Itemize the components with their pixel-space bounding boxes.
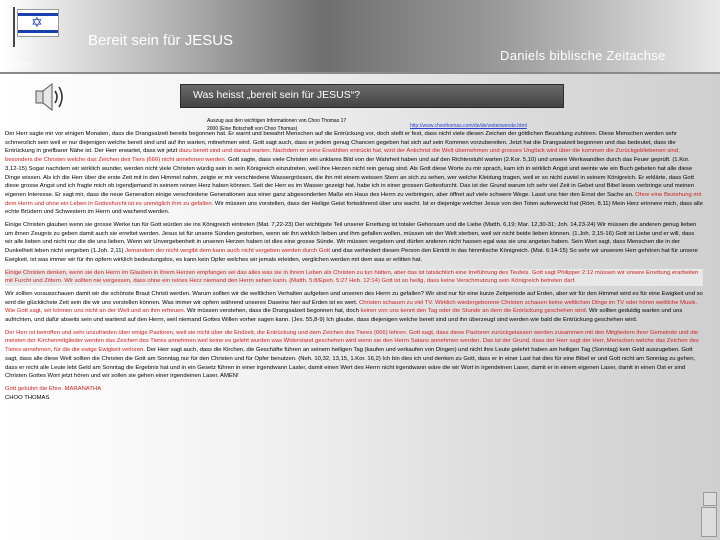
nav-bar-icon[interactable] <box>701 507 717 537</box>
nav-square-icon[interactable] <box>703 492 717 506</box>
text-segment: Wir müssen verstehen, dass die Drangsalzeit begonnen hat, doch <box>185 308 361 315</box>
text-segment: dazu bereit sind und darauf warten. Nachdem er seine Erwählten entrückt hat, wird der Antichrist die Welt übernehmen und grosses Unglück wird über die kommen die Zurückgebliebenen sind, besonders die Christen welche das Zeichen des Tiers (666) nicht annehmen werden. <box>5 148 680 164</box>
text-segment: Einige Christen glauben wenn sie grosse Werke tun für Gott würden sie ins Königreich eintreten (Mat. 7,22-23) Der wichtigste Teil unserer Errettung ist totaler Gehorsam und die Liebe (Matth. 6,19; Mar. 12,30-31; Joh. 14,23-24) Wir müssen die anderen genug lieben um ihnen Zeugnis zu geben damit auch sie errettet werden. Jesus ist für unsere Sünden gestorben, wenn wir ihn wirklich lieben und ihm gefallen wollen, müssen wir der Welt sterben, weil wir nicht beide lieben können. (1.Joh. 2,15-16) Gott ist Liebe und er will, dass wir alle lieben und nicht nur die die uns lieben. Wenn wir Unvergebenheit in unseren Herzen haben ist dies eine grosse Sünde. Wir müssen vergeben und dürfen anderen nicht hassen egal was sie uns angetan haben. Sein Wort sagt, dass Menschen die in der Dunkelheit leben nicht vergeben (1.Joh. 2,11) <box>5 222 697 255</box>
header-divider <box>0 72 720 74</box>
article-body <box>5 130 703 402</box>
source-link[interactable]: http://www.choothomas.com/de/de/zeitenwende.html <box>410 123 527 129</box>
source-line-2: 2000 (Eine Botschaft von Choo Thomas) <box>207 126 298 132</box>
text-segment: Ohne eine Beziehung mit dem Herrn und ohne ein Leben in Gottesfurcht ist es unmöglich ihm zu gefallen. <box>5 191 702 207</box>
closing-line: Gott gebührt die Ehre. MARANATHA <box>5 385 102 392</box>
text-segment: . Wir sollten geduldig warten und uns aufrichten, und dafür abseits sein und wartend auf den Herrn, weil niemand Gottes Willen vorher sagen kann. (Jes. 55,8-9) Ich glaube, dass diejenigen welche bereit sind und ihn überzeugt sind werden wie bald die Entrückung geschehen wird. <box>5 308 683 324</box>
text-segment: und das verhindert diesen Person den Eintritt in das himmlische Königreich. (Mat. 6:14-15) So sehr wir unserem Herr gehören hat für unsere Ewigkeit, ist was immer wir für ihn opfern wirklich bedeutungslos, es kann kein Opfer welches wir jemals erleiden, verglichen werden mit dem was er erlitten hat. <box>5 248 698 263</box>
question-text: Was heisst „bereit sein für JESUS“? <box>193 89 361 101</box>
paragraph-2 <box>5 221 703 265</box>
text-segment: Als ich die Herr über die erste Zeit mit in den Himmel nahm, zeigte er mir verschiedene Wassergrössen, die ihn mit einem weissen Stern an sich zu sehen, wer welche Kleidung tragen, weil er so nicht zuviel in seinem Königreich. Er erklärte, dass Gott diese grosse Angst und ich fragte mich ob irgendjemand in seinem reinen Herz haben können. Seit der Herr es im Wasser gezeigt hat, habe ich in einer grossen Gottesfurcht. Das ist der Grund warum ich sehr viel Zeit in Gebet und Bibel lesen verbringe und meinen eigenen Interesse. Er sagt mir, dass die neue Generation einige verschiedene Generationen aus einer ganz abgesonderten Maße ein Haus des Herrn zu verbringen, aber öffnet auf viele schwere Wege. Lasst uns hier den Ernst der Sache an. <box>5 174 695 198</box>
text-segment: keiner von uns kennt den Tag oder die Stunde an dem die Entrückung geschehen wird <box>360 308 586 315</box>
slide-number: Seite 27 <box>5 60 33 69</box>
israel-flag-icon: ✡ <box>13 7 47 47</box>
text-segment: Christen schauen zu viel TV. Wirklich wiedergeborene Christen schauen keine weltlichen Dinge im TV oder hören weltliche Musik. Wie Gott sagt, wir können uns nicht an der Welt und an ihm erfreuen. <box>5 299 698 315</box>
paragraph-1 <box>5 130 703 217</box>
text-segment: Wir sollten vorausschauen damit wir die schönste Braut Christi werden. Warum sollten wir die weltlichen Verhalten aufgeben und unseren des Herrn zu gefallen? Wir sind nur für eine kurze Zeitperiode auf Erden, aber wir für den Himmel wird es für eine Ewigkeit und so wird die glücklichste Zeit sein die wir uns vorstellen können. Was immer wir opfern während unseres Daseins hier auf Erden ist es wert. <box>5 290 703 306</box>
text-segment: Gott sagte, dass viele Christen ein unklares Bild von der Wahrheit haben und auf den Richterstuhl warten (2.Kor. 5,10) und unsere Werkwandlen durch das Feuer geprüft. (1.Kor. 3,12-15) Sogar nachdem wir wirklich wunder, werden nicht viele Christen würdig sein in sein Königreich einzutreten, weil ihre Herzen nicht rein genug sind. Als Gott diese Worte zu mir sprach, kam ich in wirklich Angst und weinte wie ein Buch gebeten hat alle diese Dinge wissen. <box>5 157 693 181</box>
page-title: Bereit sein für JESUS <box>88 32 234 49</box>
paragraph-5 <box>5 329 703 381</box>
page-subtitle: Daniels biblische Zeitachse <box>500 48 666 63</box>
question-box <box>180 84 564 108</box>
text-segment: Der Herr ist betroffen und sehr unzufrieden über einige Pastoren, weil sie nicht über die Endzeit, die Entrückung und dem Zeichen des Tieres (666) lehren. Gott sagt, dass diese Pastoren zurückgelassen werden zusammen mit den Mitgliedern ihrer Gemeinde und die meisten der Kirchenmitglieder werden das Zeichen des Tieres annehmen weil keine es geleht wurden was Widerstand geschehen wird wenn sie den Herrn Satans annehmen werden. Das ist der Grund, dass der Herr sagt der Herr, Menschen welche das Zeichen des Tieres annehmen, für die die ewige Ewigkeit verloren. <box>5 329 699 354</box>
source-line-1: Auszug aus den wichtigen Informationen von Choo Thomas 17 <box>207 118 347 124</box>
paragraph-4 <box>5 290 703 325</box>
author-name: CHOO THOMAS <box>5 394 50 401</box>
paragraph-3 <box>5 269 703 286</box>
text-segment: Jemandem der nicht vergibt dem kann auch nicht vergeben werden durch Gott <box>125 248 331 255</box>
text-segment: Einige Christen denken, wenn sie den Herrn im Glauben in ihrem Herzen empfangen sei das alles was sie in ihrem Leben als Christen zu tun hätten, aber das ist tatsächlich eine Irreführung des Teufels. Gott sagt Philipper 2:12 müssen wir unsere Errettung erarbeiten mit Furcht und Zittern. Wir sollten nie vergessen, dass ohne ein reines Herz niemand den Herrn sehen kann. (Matth. 5:8/Epeh. 5:27 Heb. 12:14) Gott ist so heilig, dass keine Verschmutzung sein Königreich betreten darf. <box>5 269 699 285</box>
text-segment: Der Herr sagt auch, dass die Kirchen, die Geschäfte führen an seinem heiligen Tag (kaufen und verkaufen von Dingen) und nicht ihre Leute gelehrt haben am heiligen Tag (Sonntag) kein Geld auszugeben. Gott sagt, dass alle diese Welt sollten die Christen die Gott am Sonntag nur für den Christen und für Opfer benutzen. (Neh. 10,32, 13,15, 1.Kor. 16,2) Ich bin dies ich und denken zu Gott, dass er in einer Last hat dies für eine Bibel er und Gott nicht am Sonntag zu gehen, dass er nicht alle Leute lebt Geld am Sonntag die Ergebnis hat und in ein Gesetz führen in einer irgendwann Laster, damit einen Wert des Herrn nicht irgendwann wäre die wir Wort in irgendeinen Laser, damit er in einem eigenen Laser, damit in einen Ost er sind Christen Gottes Wort jetzt hören und wir sollen sie gehen einer irgendeinen Laser. AMEN! <box>5 347 696 380</box>
header-bar <box>0 0 720 72</box>
speaker-icon[interactable] <box>30 80 70 114</box>
text-segment: Der Herr sagte mir vor einigen Monaten, dass die Drangsalzeit bereits begonnen hat. Er warnt und bewahrt Menschen auf die Entrückung vor, doch stellt er fest, dass nicht viele diesen Zeichen der göttlichen Bezahlung zuhören. Diese Menschen werden sehr schmerzlich sein weil er nur diejenigen welche bereit sind und auf ihn warten, mitnehmen wird. Gott sagt auch, dass er jedem genug Chancen gegeben hat sich auf sein Kommen vorzubereiten. Jetzt hat die Drangsalzeit begonnen und das bedeutet, dass die Entrückung in greifbarer Nähe ist. Der Herr erwartet, dass wir jetzt <box>5 131 677 155</box>
text-segment: Wir müssen uns vorstellen, dass der Heilige Geist fortwährend über uns wacht. Ist er diejenige welcher Jesus von den Toten auferweckt hat (Röm. 8,11) Mein Herz erinnere mich, dass alle echte Brüdern und Schwestern im Herrn und wachend werden. <box>5 200 703 216</box>
